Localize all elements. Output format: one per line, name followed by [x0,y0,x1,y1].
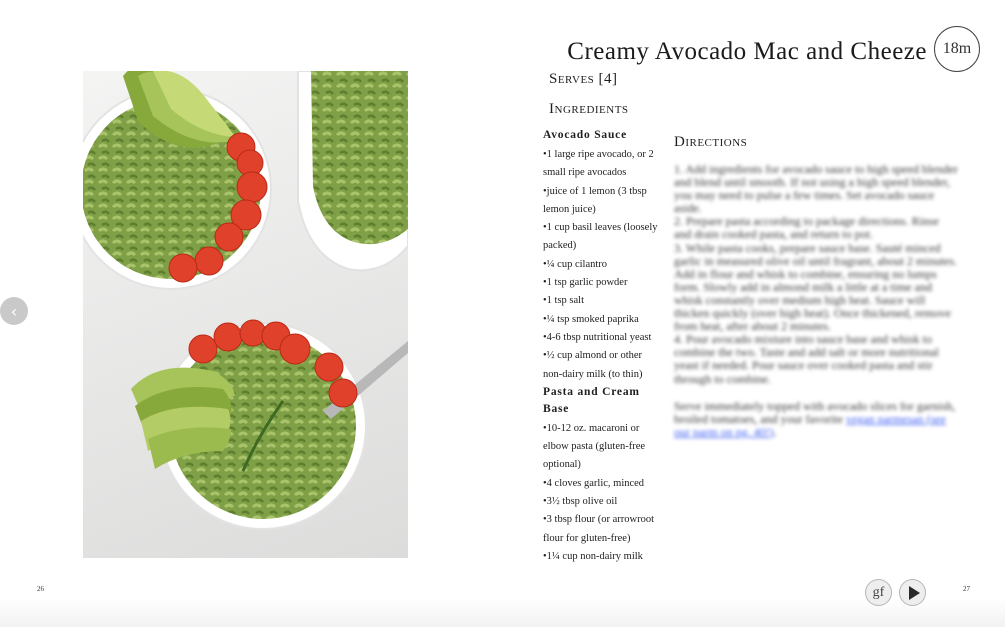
page-bottom-shade [0,599,1005,627]
ingredient-item: •4-6 tbsp nutritional yeast [543,331,652,343]
ingredient-item: •¼ cup cilantro [543,258,608,270]
cook-time-label: 18m [942,40,972,57]
directions-text [674,163,958,439]
serves-label: Serves [4] [549,71,618,87]
ingredient-section-title: Pasta and Cream Base [543,385,640,415]
ingredient-item: •½ cup almond or other non-dairy milk (to thin) [543,350,643,380]
ingredient-section-title: Avocado Sauce [543,129,627,141]
serving-note [674,400,958,439]
recipe-title: Creamy Avocado Mac and Cheeze [567,38,927,65]
direction-step: 4. Pour avocado mixture into sauce base and whisk to combine the two. Taste and add salt or more nutritional yeast if needed. Pour sauce over cooked pasta and stir through to combine. [674,332,939,386]
chevron-left-icon: ‹ [10,301,18,321]
ingredient-item: •1 cup basil leaves (loosely packed) [543,222,658,252]
previous-page-button[interactable] [0,297,28,325]
right-page-number: 27 [963,585,970,593]
direction-step: 1. Add ingredients for avocado sauce to high speed blender and blend until smooth. If not using a high speed blender, you may need to pulse a few times. Set avocado sauce aside. [674,162,958,216]
direction-step: 3. While pasta cooks, prepare sauce base. Sauté minced garlic in measured olive oil until fragrant, about 2 minutes. Add in flour and whisk to combine, ensuring no lumps form. Slowly add in almond milk a little at a time and whisk constantly over medium high heat. Sauce will thicken quickly (over high heat). Once thickened, remove from heat, after about 2 minutes. [674,240,957,334]
ingredient-item: •3½ tbsp olive oil [543,496,618,508]
cook-time-badge [934,26,980,72]
play-icon [909,586,920,600]
serving-note-text: Serve immediately topped with avocado slices for garnish, broiled tomatoes, and your favorite [674,398,956,426]
direction-step: 2. Prepare pasta according to package directions. Rinse and drain cooked pasta, and return to pot. [674,214,939,242]
ingredient-item: •1¼ cup non-dairy milk [543,550,643,562]
ingredient-item: •1 tsp salt [543,295,585,307]
play-button[interactable] [899,579,926,606]
serving-note-end: . [773,424,777,439]
ingredient-item: •10-12 oz. macaroni or elbow pasta (gluten-free optional) [543,422,646,471]
paragraph-gap [674,386,958,400]
directions-heading: Directions [674,134,748,150]
gluten-free-label: gf [872,584,885,600]
gluten-free-button[interactable] [865,579,892,606]
parmesan-link[interactable]: vegan parmesan (see our parm on pg. 40!) [674,411,946,439]
ingredient-item: •1 tsp garlic powder [543,277,628,289]
ingredient-item: •1 large ripe avocado, or 2 small ripe avocados [543,149,654,179]
ingredients-heading: Ingredients [549,101,629,117]
ingredients-list [543,127,661,566]
ingredient-item: •¼ tsp smoked paprika [543,313,639,325]
left-page-number: 26 [37,585,44,593]
ingredient-item: •juice of 1 lemon (3 tbsp lemon juice) [543,185,647,215]
ingredient-item: •4 cloves garlic, minced [543,477,645,489]
recipe-photo [83,71,408,558]
ingredient-item: •3 tbsp flour (or arrowroot flour for gluten-free) [543,514,654,544]
